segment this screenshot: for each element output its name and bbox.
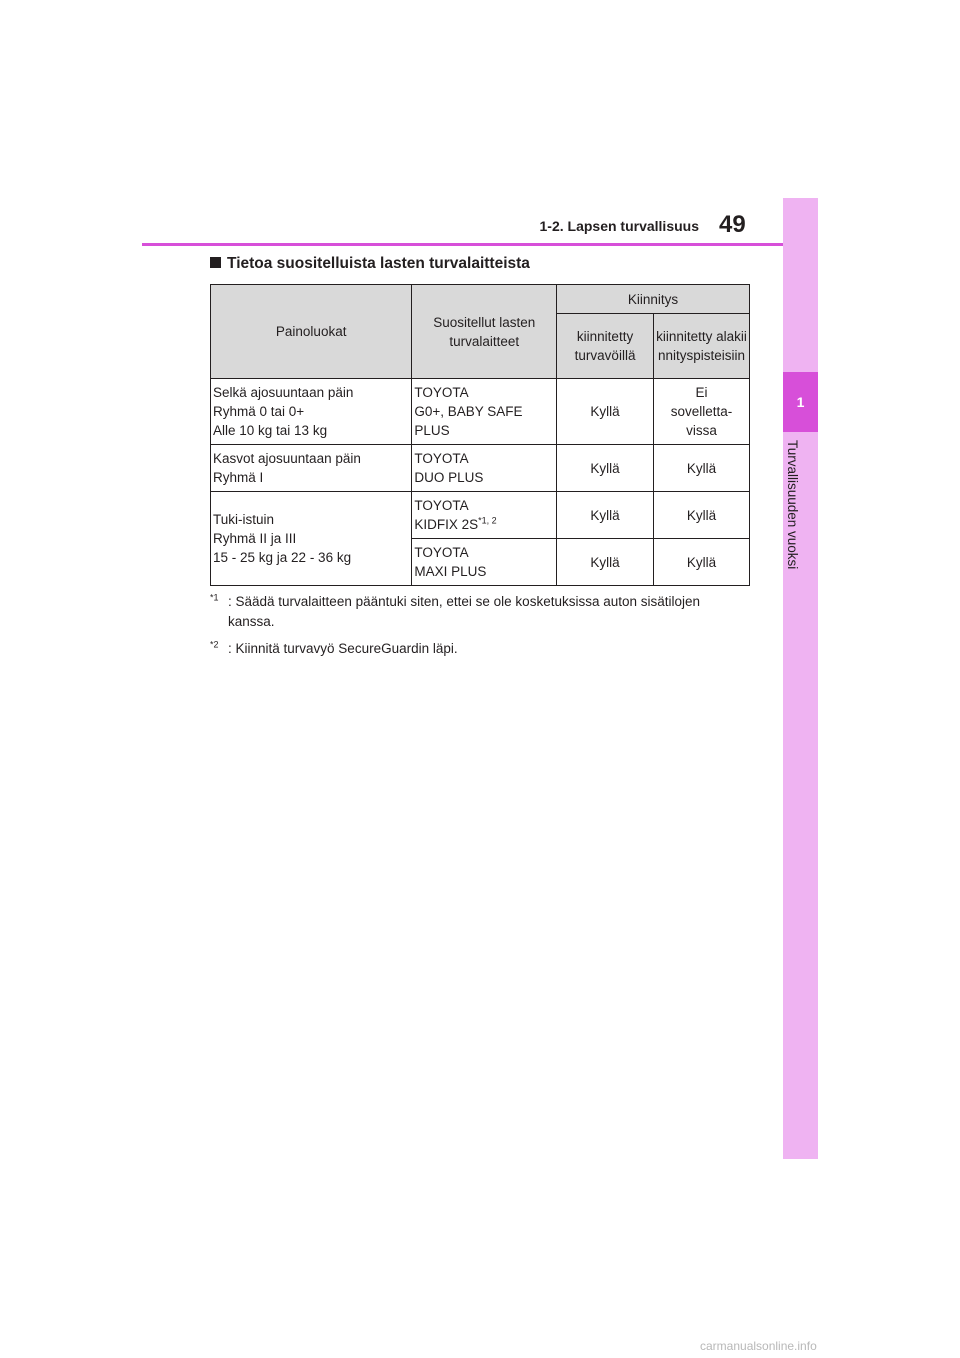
anchors-cell: Kyllä: [654, 445, 750, 492]
page-number: 49: [719, 211, 746, 238]
header-anchors: kiinnitetty alakiinnityspisteisiin: [654, 314, 750, 379]
footnote-text: : Kiinnitä turvavyö SecureGuardin läpi.: [228, 641, 458, 656]
child-seat-table: [210, 284, 750, 586]
anchors-cell: Kyllä: [654, 539, 750, 586]
footnote-mark: *2: [210, 639, 219, 650]
watermark: carmanualsonline.info: [700, 1339, 817, 1353]
weight-cell: Tuki-istuin Ryhmä II ja III 15 - 25 kg ja 22 - 36 kg: [211, 492, 412, 586]
footnote-text: : Säädä turvalaitteen pääntuki siten, ettei se ole kosketuksissa auton sisätilojen kanssa.: [228, 594, 701, 629]
seatbelt-cell: Kyllä: [557, 445, 654, 492]
heading-text: Tietoa suositelluista lasten turvalaitteista: [227, 255, 530, 272]
anchors-cell: Kyllä: [654, 492, 750, 539]
header-weight-class: Painoluokat: [211, 285, 412, 379]
footnotes: [210, 592, 750, 666]
footnote: [210, 592, 750, 632]
device-cell: TOYOTA KIDFIX $2S^{*1, 2}$: [412, 492, 557, 539]
weight-cell: Kasvot ajosuuntaan päin Ryhmä I: [211, 445, 412, 492]
anchors-cell: Ei sovelletta-vissa: [654, 379, 750, 445]
header-seatbelt: kiinnitetty turvavöillä: [557, 314, 654, 379]
header-mounting: Kiinnitys: [557, 285, 750, 314]
seatbelt-cell: Kyllä: [557, 539, 654, 586]
device-cell: TOYOTA G0+, BABY SAFE PLUS: [412, 379, 557, 445]
table-row: [211, 445, 750, 492]
footnote-mark: *1: [210, 592, 219, 603]
table-row: [211, 492, 750, 539]
seatbelt-cell: Kyllä: [557, 492, 654, 539]
header-rule: [142, 243, 783, 246]
footnote: [210, 639, 750, 659]
footnote-ref: *1, 2: [478, 515, 497, 526]
weight-cell: Selkä ajosuuntaan päin Ryhmä 0 tai 0+ Alle 10 kg tai 13 kg: [211, 379, 412, 445]
device-cell: TOYOTA DUO PLUS: [412, 445, 557, 492]
device-cell: TOYOTA MAXI PLUS: [412, 539, 557, 586]
section-title: 1-2. Lapsen turvallisuus: [539, 218, 699, 234]
section-heading: [210, 255, 530, 273]
chapter-number: 1: [796, 394, 805, 410]
header-recommended: Suositellut lasten turvalaitteet: [412, 285, 557, 379]
seatbelt-cell: Kyllä: [557, 379, 654, 445]
chapter-title: Turvallisuuden vuoksi: [785, 440, 800, 570]
side-tab: [783, 198, 818, 1159]
square-bullet-icon: [210, 257, 221, 268]
table-row: [211, 379, 750, 445]
chapter-number-box: [783, 372, 818, 432]
